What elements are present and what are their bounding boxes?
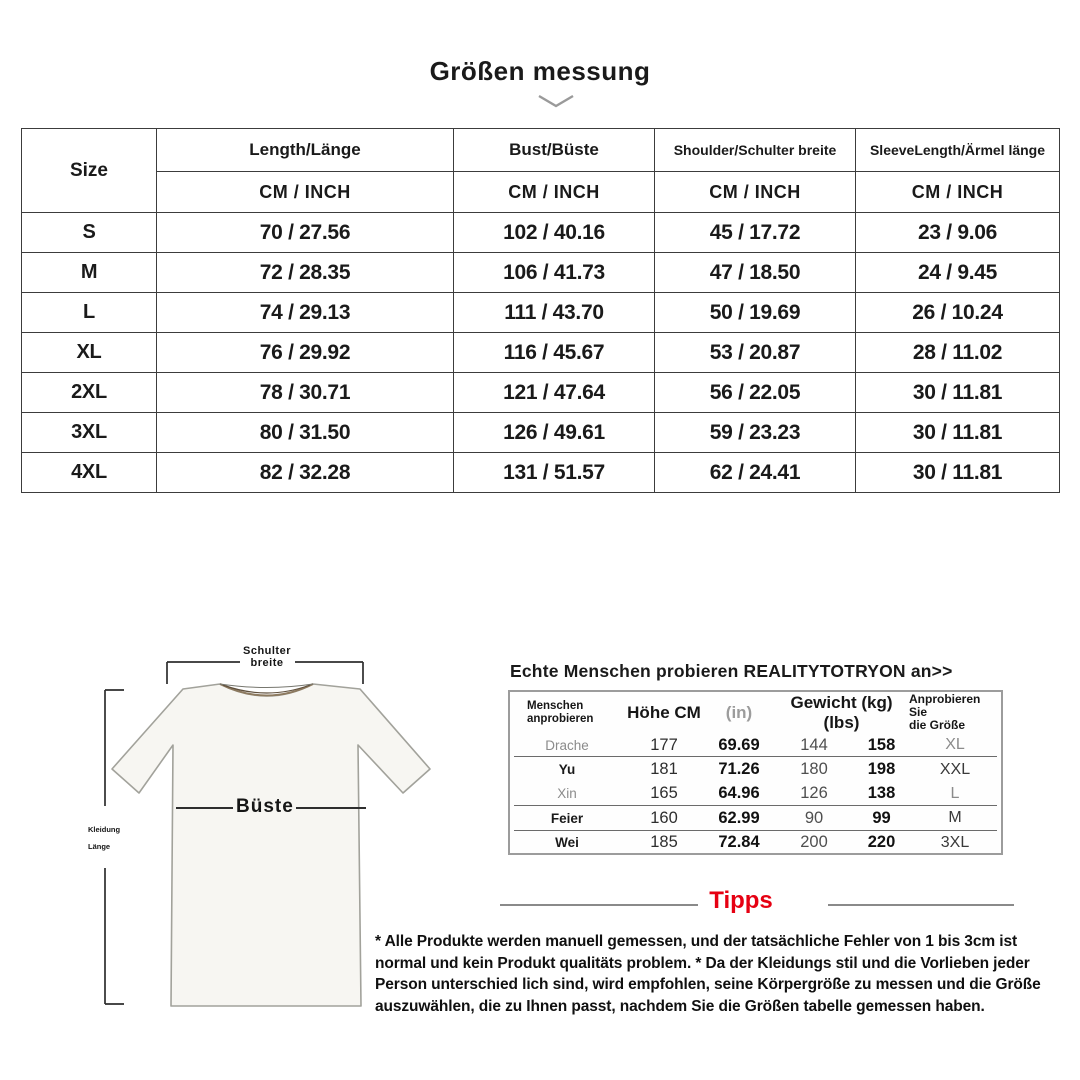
tips-divider-right <box>828 904 1014 906</box>
cell-shoulder: 56 / 22.05 <box>655 373 856 413</box>
fit-table-row <box>510 757 1001 781</box>
cell-weight-kg: 90 <box>804 808 824 827</box>
bust-label: Büste <box>236 796 294 817</box>
cell-weight-kg: 126 <box>800 784 828 803</box>
cell-height-cm: 177 <box>650 735 678 754</box>
shoulder-width-label: Schulter breite <box>242 645 291 669</box>
cell-length: 80 / 31.50 <box>157 413 454 453</box>
fit-table <box>508 690 1003 855</box>
cell-weight-lbs: 220 <box>867 833 896 852</box>
cell-bust: 126 / 49.61 <box>454 413 655 453</box>
cell-height-in: 71.26 <box>718 760 760 779</box>
cell-height-in: 64.96 <box>718 784 760 803</box>
cell-height-cm: 185 <box>650 833 678 852</box>
cell-tryon-size: XXL <box>939 760 971 778</box>
cell-length: 70 / 27.56 <box>157 213 454 253</box>
unit-label-sleeve: CM / INCH <box>856 172 1060 213</box>
cell-bust: 102 / 40.16 <box>454 213 655 253</box>
cell-size: M <box>22 253 157 293</box>
cell-size: L <box>22 293 157 333</box>
size-table-row <box>22 373 1060 413</box>
cell-size: 4XL <box>22 453 157 493</box>
cell-shoulder: 62 / 24.41 <box>655 453 856 493</box>
chevron-down-icon <box>537 93 575 109</box>
cell-bust: 131 / 51.57 <box>454 453 655 493</box>
cell-shoulder: 59 / 23.23 <box>655 413 856 453</box>
col-header-size: Size <box>22 129 157 213</box>
cell-length: 74 / 29.13 <box>157 293 454 333</box>
cell-length: 78 / 30.71 <box>157 373 454 413</box>
cell-height-cm: 160 <box>650 808 678 827</box>
col-header-weight: Gewicht (kg)(lbs) <box>790 692 893 732</box>
cell-weight-lbs: 158 <box>867 735 896 754</box>
cell-tryon-size: M <box>948 809 962 827</box>
fit-table-row <box>510 806 1001 830</box>
cell-height-in: 62.99 <box>718 808 760 827</box>
cell-weight-kg: 144 <box>800 735 828 754</box>
col-header-height-in: (in) <box>725 702 753 722</box>
cell-weight-kg: 180 <box>800 760 828 779</box>
cell-size: 3XL <box>22 413 157 453</box>
unit-label-bust: CM / INCH <box>454 172 655 213</box>
fit-table-row <box>510 733 1001 757</box>
cell-shoulder: 50 / 19.69 <box>655 293 856 333</box>
cell-sleeve: 30 / 11.81 <box>856 373 1060 413</box>
col-header-length: Length/Länge <box>157 129 454 172</box>
cell-size: XL <box>22 333 157 373</box>
cell-weight-lbs: 99 <box>872 808 891 827</box>
garment-length-label: Kleidung Länge <box>88 825 121 851</box>
cell-person-name: Drache <box>545 737 589 753</box>
cell-height-cm: 181 <box>650 760 678 779</box>
col-header-tryon-size: Anprobieren Sie die Größe <box>909 692 981 732</box>
cell-weight-lbs: 138 <box>867 784 896 803</box>
cell-length: 72 / 28.35 <box>157 253 454 293</box>
size-table <box>21 128 1060 493</box>
cell-bust: 106 / 41.73 <box>454 253 655 293</box>
fit-table-row <box>510 782 1001 806</box>
size-table-units-row <box>22 172 1060 213</box>
unit-label-length: CM / INCH <box>157 172 454 213</box>
cell-person-name: Xin <box>557 786 577 802</box>
cell-tryon-size: 3XL <box>940 833 970 851</box>
cell-weight-kg: 200 <box>800 833 828 852</box>
cell-person-name: Feier <box>550 810 584 826</box>
cell-tryon-size: L <box>950 784 960 802</box>
size-table-row <box>22 413 1060 453</box>
cell-length: 76 / 29.92 <box>157 333 454 373</box>
size-table-row <box>22 253 1060 293</box>
disclaimer-text: * Alle Produkte werden manuell gemessen, und der tatsächliche Fehler von 1 bis 3cm ist normal und kein Produkt qualitäts problem. * Da der Kleidungs stil und die Vorlieben jeder Person unterschied lich sind, wird empfohlen, seine Körpergröße zu messen und die Größe auszuwählen, die zu Ihnen passt, nachdem Sie die Größen tabelle gemessen haben. <box>375 933 1041 1015</box>
cell-sleeve: 28 / 11.02 <box>856 333 1060 373</box>
cell-sleeve: 26 / 10.24 <box>856 293 1060 333</box>
cell-person-name: Yu <box>558 762 576 778</box>
cell-shoulder: 45 / 17.72 <box>655 213 856 253</box>
cell-sleeve: 23 / 9.06 <box>856 213 1060 253</box>
cell-sleeve: 24 / 9.45 <box>856 253 1060 293</box>
cell-height-in: 72.84 <box>718 833 760 852</box>
tips-heading: Tipps <box>709 887 773 914</box>
size-table-header-row <box>22 129 1060 172</box>
cell-height-cm: 165 <box>650 784 678 803</box>
cell-sleeve: 30 / 11.81 <box>856 413 1060 453</box>
col-header-bust: Bust/Büste <box>454 129 655 172</box>
size-table-row <box>22 333 1060 373</box>
unit-label-shoulder: CM / INCH <box>655 172 856 213</box>
fit-table-row <box>510 831 1001 855</box>
size-table-row <box>22 453 1060 493</box>
page-title: Größen messung <box>429 56 651 86</box>
cell-sleeve: 30 / 11.81 <box>856 453 1060 493</box>
fit-table-header <box>510 692 1001 733</box>
cell-length: 82 / 32.28 <box>157 453 454 493</box>
fit-section-heading: Echte Menschen probieren REALITYTOTRYON an>> <box>510 661 953 681</box>
cell-bust: 121 / 47.64 <box>454 373 655 413</box>
cell-height-in: 69.69 <box>718 735 760 754</box>
cell-bust: 116 / 45.67 <box>454 333 655 373</box>
col-header-height-cm: Höhe CM <box>627 702 701 722</box>
cell-shoulder: 53 / 20.87 <box>655 333 856 373</box>
col-header-people: Menschen anprobieren <box>527 700 594 725</box>
cell-weight-lbs: 198 <box>867 760 896 779</box>
collar-back-line <box>220 684 313 688</box>
cell-size: S <box>22 213 157 253</box>
cell-shoulder: 47 / 18.50 <box>655 253 856 293</box>
cell-size: 2XL <box>22 373 157 413</box>
col-header-shoulder: Shoulder/Schulter breite <box>655 129 856 172</box>
cell-person-name: Wei <box>555 835 579 851</box>
size-table-row <box>22 293 1060 333</box>
cell-bust: 111 / 43.70 <box>454 293 655 333</box>
col-header-sleeve: SleeveLength/Ärmel länge <box>856 129 1060 172</box>
tips-divider-left <box>500 904 698 906</box>
size-table-row <box>22 213 1060 253</box>
cell-tryon-size: XL <box>945 736 965 754</box>
